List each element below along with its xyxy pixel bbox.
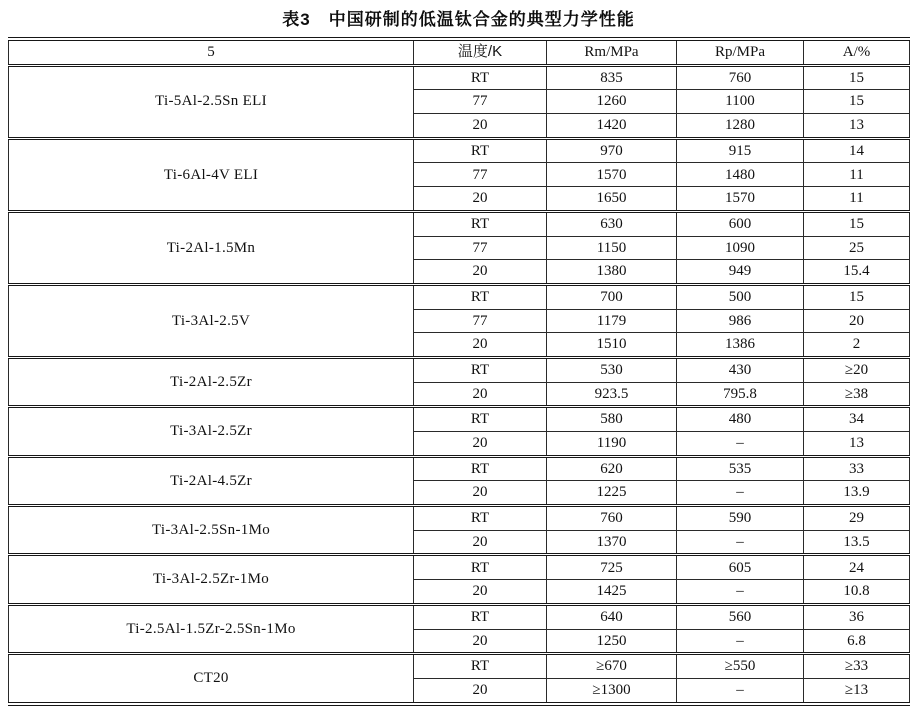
rm-value-cell: 835 bbox=[547, 65, 677, 90]
temperature-cell: 20 bbox=[414, 580, 547, 605]
elongation-value-cell: 15 bbox=[804, 90, 910, 114]
temperature-cell: 20 bbox=[414, 382, 547, 407]
alloy-name-cell: Ti-2Al-4.5Zr bbox=[9, 456, 414, 505]
temperature-cell: RT bbox=[414, 456, 547, 481]
rm-value-cell: 923.5 bbox=[547, 382, 677, 407]
rp-value-cell: – bbox=[677, 481, 804, 506]
temperature-cell: 20 bbox=[414, 260, 547, 285]
data-row bbox=[9, 555, 910, 580]
rm-value-cell: 620 bbox=[547, 456, 677, 481]
rp-value-cell: 480 bbox=[677, 407, 804, 432]
rp-value-cell: – bbox=[677, 629, 804, 654]
rm-value-cell: ≥670 bbox=[547, 654, 677, 679]
temperature-cell: RT bbox=[414, 506, 547, 531]
temperature-cell: RT bbox=[414, 65, 547, 90]
elongation-value-cell: 29 bbox=[804, 506, 910, 531]
alloy-name-cell: Ti-2Al-1.5Mn bbox=[9, 211, 414, 284]
alloy-name-cell: Ti-3Al-2.5V bbox=[9, 284, 414, 357]
elongation-value-cell: 2 bbox=[804, 333, 910, 358]
rm-value-cell: 1420 bbox=[547, 114, 677, 139]
rp-value-cell: – bbox=[677, 530, 804, 555]
elongation-value-cell: ≥13 bbox=[804, 678, 910, 703]
column-header-temperature-K: 温度/K bbox=[414, 39, 547, 65]
temperature-cell: RT bbox=[414, 284, 547, 309]
elongation-value-cell: 6.8 bbox=[804, 629, 910, 654]
rp-value-cell: 1570 bbox=[677, 187, 804, 212]
elongation-value-cell: ≥20 bbox=[804, 357, 910, 382]
data-row bbox=[9, 456, 910, 481]
elongation-value-cell: 25 bbox=[804, 236, 910, 260]
rm-value-cell: 1179 bbox=[547, 309, 677, 333]
temperature-cell: 77 bbox=[414, 236, 547, 260]
rp-value-cell: 1480 bbox=[677, 163, 804, 187]
rm-value-cell: 1380 bbox=[547, 260, 677, 285]
alloy-name-cell: Ti-3Al-2.5Sn-1Mo bbox=[9, 506, 414, 555]
rp-value-cell: 430 bbox=[677, 357, 804, 382]
rp-value-cell: 1280 bbox=[677, 114, 804, 139]
column-header-elongation-A-percent: A/% bbox=[804, 39, 910, 65]
data-row bbox=[9, 407, 910, 432]
rm-value-cell: 1650 bbox=[547, 187, 677, 212]
alloy-name-cell: Ti-6Al-4V ELI bbox=[9, 138, 414, 211]
rp-value-cell: 915 bbox=[677, 138, 804, 163]
rm-value-cell: 530 bbox=[547, 357, 677, 382]
temperature-cell: 20 bbox=[414, 530, 547, 555]
rp-value-cell: 1386 bbox=[677, 333, 804, 358]
rp-value-cell: 590 bbox=[677, 506, 804, 531]
elongation-value-cell: 36 bbox=[804, 604, 910, 629]
elongation-value-cell: 14 bbox=[804, 138, 910, 163]
elongation-value-cell: 13.5 bbox=[804, 530, 910, 555]
elongation-value-cell: 20 bbox=[804, 309, 910, 333]
elongation-value-cell: 10.8 bbox=[804, 580, 910, 605]
rm-value-cell: 1225 bbox=[547, 481, 677, 506]
elongation-value-cell: 11 bbox=[804, 187, 910, 212]
rm-value-cell: 630 bbox=[547, 211, 677, 236]
alloy-name-cell: Ti-3Al-2.5Zr bbox=[9, 407, 414, 456]
data-row bbox=[9, 506, 910, 531]
rp-value-cell: 535 bbox=[677, 456, 804, 481]
rm-value-cell: 1190 bbox=[547, 432, 677, 457]
rm-value-cell: 1570 bbox=[547, 163, 677, 187]
elongation-value-cell: 11 bbox=[804, 163, 910, 187]
alloy-name-cell: Ti-2Al-2.5Zr bbox=[9, 357, 414, 406]
alloy-name-cell: CT20 bbox=[9, 654, 414, 704]
temperature-cell: RT bbox=[414, 407, 547, 432]
rp-value-cell: 1090 bbox=[677, 236, 804, 260]
elongation-value-cell: 15 bbox=[804, 65, 910, 90]
rp-value-cell: 500 bbox=[677, 284, 804, 309]
rp-value-cell: – bbox=[677, 678, 804, 703]
temperature-cell: 20 bbox=[414, 187, 547, 212]
rm-value-cell: 1510 bbox=[547, 333, 677, 358]
table-header-row bbox=[9, 39, 910, 65]
rp-value-cell: – bbox=[677, 580, 804, 605]
data-row bbox=[9, 604, 910, 629]
rm-value-cell: 1260 bbox=[547, 90, 677, 114]
rp-value-cell: 949 bbox=[677, 260, 804, 285]
temperature-cell: RT bbox=[414, 604, 547, 629]
table-caption: 表3 中国研制的低温钛合金的典型力学性能 bbox=[282, 10, 635, 29]
rp-value-cell: 1100 bbox=[677, 90, 804, 114]
rp-value-cell: 560 bbox=[677, 604, 804, 629]
column-header-yield-strength-Rp-MPa: Rp/MPa bbox=[677, 39, 804, 65]
temperature-cell: 77 bbox=[414, 163, 547, 187]
rp-value-cell: ≥550 bbox=[677, 654, 804, 679]
elongation-value-cell: 15 bbox=[804, 284, 910, 309]
rp-value-cell: 795.8 bbox=[677, 382, 804, 407]
rm-value-cell: 700 bbox=[547, 284, 677, 309]
rm-value-cell: 1150 bbox=[547, 236, 677, 260]
rm-value-cell: 970 bbox=[547, 138, 677, 163]
elongation-value-cell: 33 bbox=[804, 456, 910, 481]
temperature-cell: RT bbox=[414, 357, 547, 382]
rp-value-cell: 986 bbox=[677, 309, 804, 333]
column-header-alloy: 5 bbox=[9, 39, 414, 65]
data-row bbox=[9, 65, 910, 90]
elongation-value-cell: 13 bbox=[804, 432, 910, 457]
temperature-cell: RT bbox=[414, 654, 547, 679]
rp-value-cell: 760 bbox=[677, 65, 804, 90]
temperature-cell: RT bbox=[414, 138, 547, 163]
temperature-cell: 20 bbox=[414, 333, 547, 358]
elongation-value-cell: 15 bbox=[804, 211, 910, 236]
data-row bbox=[9, 211, 910, 236]
data-row bbox=[9, 138, 910, 163]
elongation-value-cell: ≥33 bbox=[804, 654, 910, 679]
elongation-value-cell: 15.4 bbox=[804, 260, 910, 285]
rm-value-cell: 725 bbox=[547, 555, 677, 580]
temperature-cell: RT bbox=[414, 211, 547, 236]
elongation-value-cell: 34 bbox=[804, 407, 910, 432]
elongation-value-cell: 13 bbox=[804, 114, 910, 139]
alloy-mechanical-properties-table bbox=[8, 37, 910, 706]
alloy-name-cell: Ti-2.5Al-1.5Zr-2.5Sn-1Mo bbox=[9, 604, 414, 653]
rm-value-cell: 1250 bbox=[547, 629, 677, 654]
elongation-value-cell: ≥38 bbox=[804, 382, 910, 407]
header-row bbox=[9, 39, 910, 65]
temperature-cell: 20 bbox=[414, 629, 547, 654]
temperature-cell: 20 bbox=[414, 481, 547, 506]
alloy-name-cell: Ti-3Al-2.5Zr-1Mo bbox=[9, 555, 414, 604]
alloy-name-cell: Ti-5Al-2.5Sn ELI bbox=[9, 65, 414, 138]
rm-value-cell: 1370 bbox=[547, 530, 677, 555]
rp-value-cell: 600 bbox=[677, 211, 804, 236]
rm-value-cell: 580 bbox=[547, 407, 677, 432]
temperature-cell: 20 bbox=[414, 114, 547, 139]
rp-value-cell: 605 bbox=[677, 555, 804, 580]
data-row bbox=[9, 357, 910, 382]
rm-value-cell: 640 bbox=[547, 604, 677, 629]
rm-value-cell: 1425 bbox=[547, 580, 677, 605]
temperature-cell: 77 bbox=[414, 309, 547, 333]
data-row bbox=[9, 654, 910, 679]
temperature-cell: 77 bbox=[414, 90, 547, 114]
data-row bbox=[9, 284, 910, 309]
temperature-cell: 20 bbox=[414, 678, 547, 703]
rp-value-cell: – bbox=[677, 432, 804, 457]
elongation-value-cell: 13.9 bbox=[804, 481, 910, 506]
temperature-cell: RT bbox=[414, 555, 547, 580]
rm-value-cell: 760 bbox=[547, 506, 677, 531]
rm-value-cell: ≥1300 bbox=[547, 678, 677, 703]
elongation-value-cell: 24 bbox=[804, 555, 910, 580]
temperature-cell: 20 bbox=[414, 432, 547, 457]
table-body bbox=[9, 65, 910, 703]
column-header-tensile-strength-Rm-MPa: Rm/MPa bbox=[547, 39, 677, 65]
